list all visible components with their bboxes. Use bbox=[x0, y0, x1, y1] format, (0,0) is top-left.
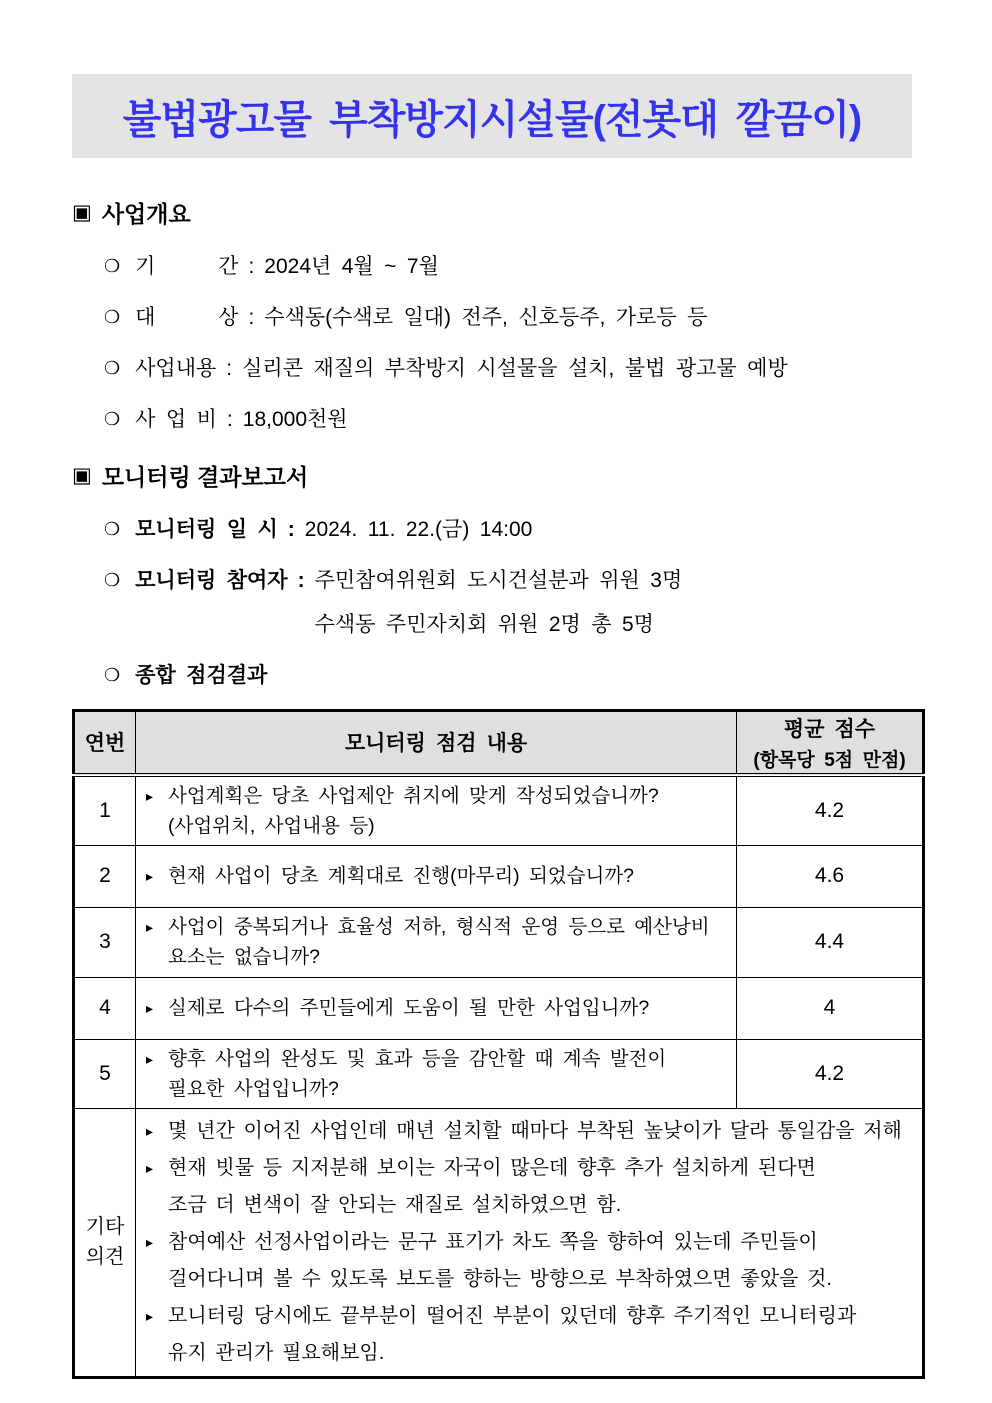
header-score bbox=[737, 711, 924, 775]
colon-separator: : bbox=[248, 255, 255, 278]
monitoring-table bbox=[72, 709, 925, 1379]
item-label: 모니터링 일 시 bbox=[135, 518, 278, 541]
opinion-item bbox=[144, 1113, 918, 1150]
row-content bbox=[136, 775, 737, 846]
opinion-item bbox=[144, 1150, 918, 1224]
opinion-item bbox=[144, 1298, 918, 1372]
circle-bullet-icon: ❍ bbox=[104, 570, 121, 590]
square-marker-icon: ▣ bbox=[72, 464, 92, 487]
item-value: 수색동(수색로 일대) 전주, 신호등주, 가로등 등 bbox=[264, 306, 708, 329]
colon-separator: : bbox=[297, 569, 305, 592]
triangle-bullet-icon: ▸ bbox=[146, 1000, 154, 1016]
document-title: 불법광고물 부착방지시설물(전봇대 깔끔이) bbox=[122, 97, 862, 142]
item-label: 사업내용 bbox=[135, 357, 217, 380]
etc-opinions bbox=[136, 1108, 924, 1377]
triangle-bullet-icon: ▸ bbox=[146, 1159, 154, 1176]
overview-item-budget bbox=[104, 403, 992, 433]
opinion-line-2: 유지 관리가 필요해보임. bbox=[168, 1341, 385, 1364]
row-number: 2 bbox=[74, 845, 136, 907]
opinion-line-2: 걸어다니며 볼 수 있도록 보도를 향하는 방향으로 부착하였으면 좋았을 것. bbox=[168, 1267, 832, 1290]
colon-separator: : bbox=[248, 306, 255, 329]
item-label: 종합 점검결과 bbox=[135, 664, 268, 687]
report-item-participants bbox=[104, 564, 992, 638]
item-label: 사 업 비 bbox=[135, 408, 217, 431]
table-row bbox=[74, 1039, 924, 1108]
row-content bbox=[136, 907, 737, 977]
question-line-1: 현재 사업이 당초 계획대로 진행(마무리) 되었습니까? bbox=[168, 865, 634, 887]
opinion-line-1: 모니터링 당시에도 끝부분이 떨어진 부분이 있던데 향후 주기적인 모니터링과 bbox=[168, 1304, 857, 1327]
row-content bbox=[136, 845, 737, 907]
overview-item-content bbox=[104, 352, 992, 382]
section-heading-overview bbox=[72, 196, 992, 229]
overview-item-target bbox=[104, 301, 992, 331]
row-score: 4 bbox=[737, 977, 924, 1039]
participants-line-1: 주민참여위원회 도시건설분과 위원 3명 bbox=[314, 569, 683, 592]
item-value: 2024. 11. 22.(금) 14:00 bbox=[304, 518, 533, 541]
square-marker-icon: ▣ bbox=[72, 201, 92, 224]
triangle-bullet-icon: ▸ bbox=[146, 1050, 154, 1067]
section-heading-report bbox=[72, 459, 992, 492]
table-header-row bbox=[74, 711, 924, 775]
section-heading-label: 사업개요 bbox=[101, 201, 191, 227]
header-score-line2: (항목당 5점 만점) bbox=[753, 749, 906, 771]
report-items bbox=[104, 513, 992, 689]
triangle-bullet-icon: ▸ bbox=[146, 919, 154, 935]
circle-bullet-icon: ❍ bbox=[104, 256, 121, 276]
question-line-1: 실제로 다수의 주민들에게 도움이 될 만한 사업입니까? bbox=[168, 997, 650, 1019]
item-value: 2024년 4월 ~ 7월 bbox=[264, 255, 439, 278]
item-label: 기 간 bbox=[135, 255, 239, 278]
item-value: 18,000천원 bbox=[242, 408, 348, 431]
title-banner bbox=[72, 74, 912, 158]
participants-line-2: 수색동 주민자치회 위원 2명 총 5명 bbox=[314, 613, 654, 636]
etc-label bbox=[74, 1108, 136, 1377]
question-line-1: 향후 사업의 완성도 및 효과 등을 감안할 때 계속 발전이 bbox=[168, 1047, 667, 1070]
table-row bbox=[74, 845, 924, 907]
row-number: 5 bbox=[74, 1039, 136, 1108]
triangle-bullet-icon: ▸ bbox=[146, 1307, 154, 1324]
report-item-result bbox=[104, 659, 992, 689]
item-label: 대 상 bbox=[135, 306, 239, 329]
table-row bbox=[74, 977, 924, 1039]
colon-separator: : bbox=[287, 518, 295, 541]
opinion-line-2: 조금 더 변색이 잘 안되는 재질로 설치하였으면 함. bbox=[168, 1193, 622, 1216]
row-number: 4 bbox=[74, 977, 136, 1039]
circle-bullet-icon: ❍ bbox=[104, 307, 121, 327]
triangle-bullet-icon: ▸ bbox=[146, 868, 154, 884]
table-row bbox=[74, 775, 924, 846]
etc-opinion-row bbox=[74, 1108, 924, 1377]
colon-separator: : bbox=[226, 408, 233, 431]
opinion-line-1: 참여예산 선정사업이라는 문구 표기가 차도 쪽을 향하여 있는데 주민들이 bbox=[168, 1230, 818, 1253]
row-score: 4.2 bbox=[737, 1039, 924, 1108]
row-number: 3 bbox=[74, 907, 136, 977]
row-content bbox=[136, 977, 737, 1039]
report-item-datetime bbox=[104, 513, 992, 543]
header-score-line1: 평균 점수 bbox=[783, 717, 876, 741]
question-line-1: 사업이 중복되거나 효율성 저하, 형식적 운영 등으로 예산낭비 bbox=[168, 916, 710, 938]
circle-bullet-icon: ❍ bbox=[104, 409, 121, 429]
question-line-1: 사업계획은 당초 사업제안 취지에 맞게 작성되었습니까? bbox=[168, 784, 659, 807]
triangle-bullet-icon: ▸ bbox=[146, 1233, 154, 1250]
overview-item-period bbox=[104, 250, 992, 280]
row-score: 4.4 bbox=[737, 907, 924, 977]
overview-items bbox=[104, 250, 992, 433]
colon-separator: : bbox=[226, 357, 233, 380]
opinion-line-1: 몇 년간 이어진 사업인데 매년 설치할 때마다 부착된 높낮이가 달라 통일감을 저해 bbox=[168, 1119, 902, 1142]
question-line-2: 요소는 없습니까? bbox=[168, 946, 321, 968]
circle-bullet-icon: ❍ bbox=[104, 665, 121, 685]
question-line-2: 필요한 사업입니까? bbox=[168, 1077, 339, 1100]
triangle-bullet-icon: ▸ bbox=[146, 787, 154, 804]
etc-label-line2: 의견 bbox=[85, 1246, 125, 1268]
row-score: 4.2 bbox=[737, 775, 924, 846]
circle-bullet-icon: ❍ bbox=[104, 358, 121, 378]
row-score: 4.6 bbox=[737, 845, 924, 907]
question-line-2: (사업위치, 사업내용 등) bbox=[168, 814, 375, 837]
header-no: 연번 bbox=[74, 711, 136, 775]
item-value: 실리콘 재질의 부착방지 시설물을 설치, 불법 광고물 예방 bbox=[242, 357, 788, 380]
header-content: 모니터링 점검 내용 bbox=[136, 711, 737, 775]
circle-bullet-icon: ❍ bbox=[104, 519, 121, 539]
item-label: 모니터링 참여자 bbox=[135, 569, 288, 592]
table-row bbox=[74, 907, 924, 977]
row-number: 1 bbox=[74, 775, 136, 846]
triangle-bullet-icon: ▸ bbox=[146, 1122, 154, 1139]
opinion-line-1: 현재 빗물 등 지저분해 보이는 자국이 많은데 향후 추가 설치하게 된다면 bbox=[168, 1156, 816, 1179]
opinion-item bbox=[144, 1224, 918, 1298]
section-heading-label: 모니터링 결과보고서 bbox=[101, 464, 309, 490]
etc-label-line1: 기타 bbox=[85, 1216, 125, 1238]
row-content bbox=[136, 1039, 737, 1108]
item-value bbox=[315, 564, 683, 638]
